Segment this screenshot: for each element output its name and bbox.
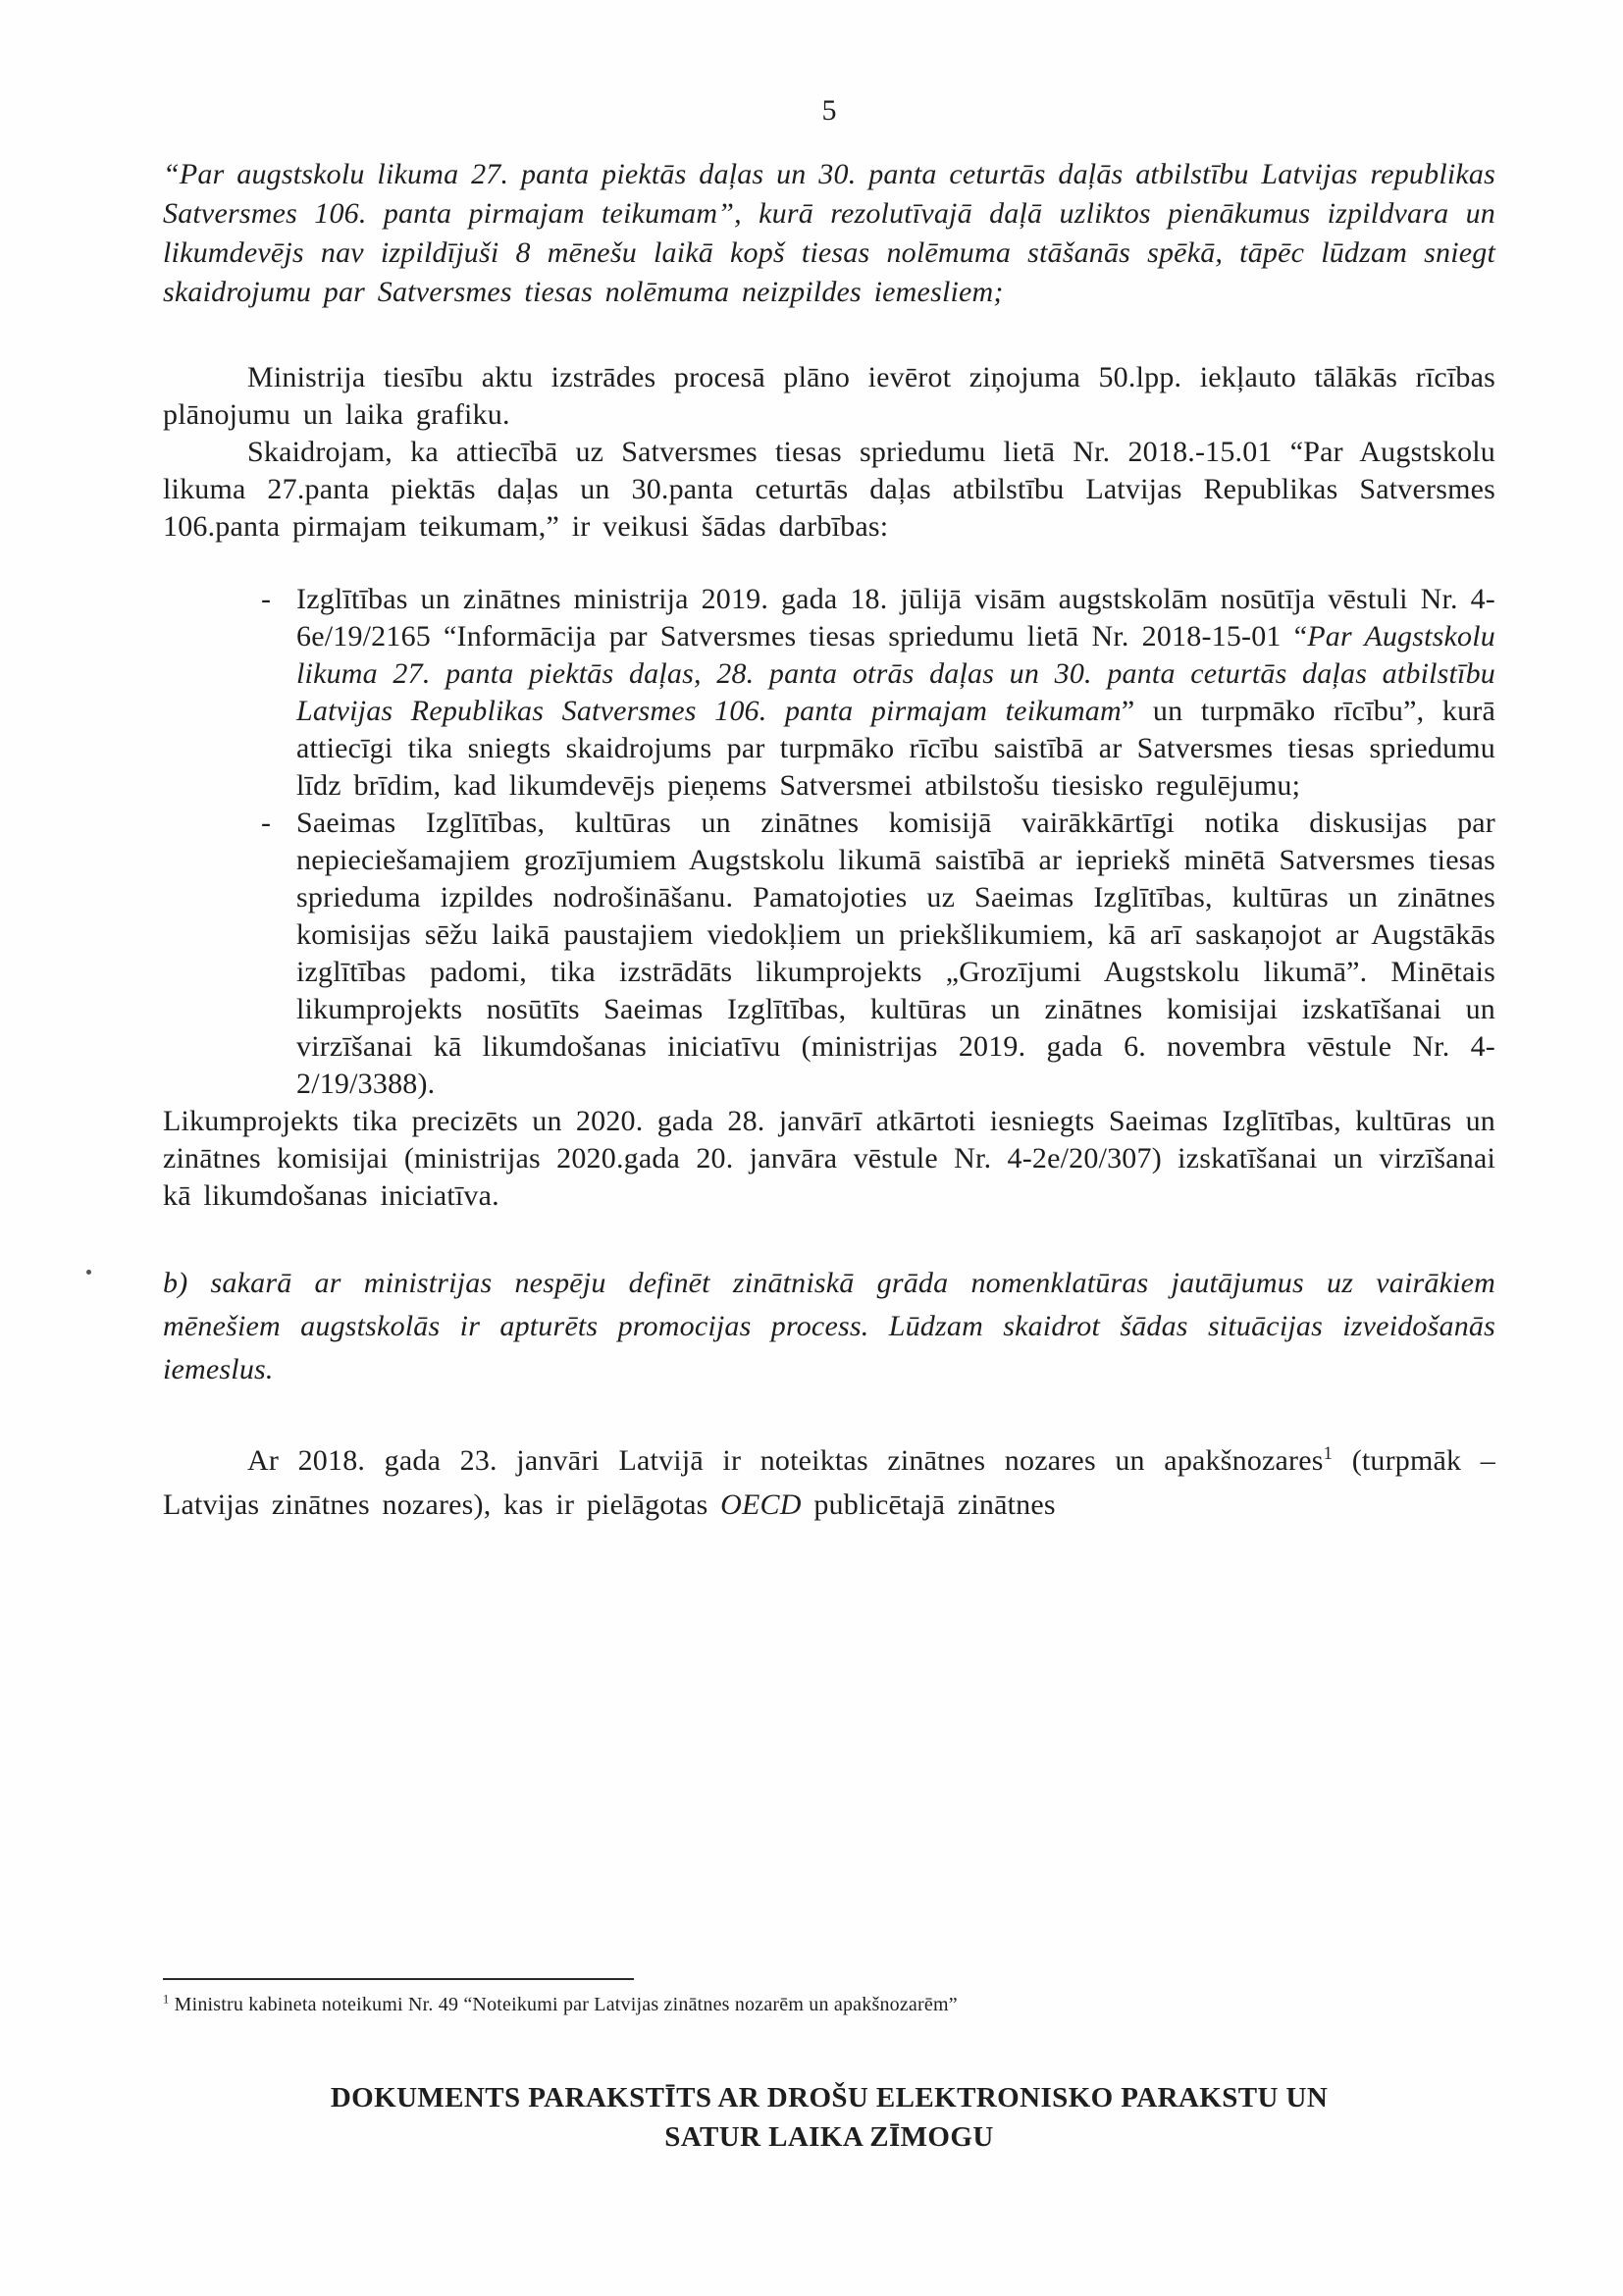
bullet1-run2-italic: Par Augstskolu likuma 27. panta piektās daļas, 28. panta otrās daļas un 30. panta ceturtās daļas atbilstību Latvijas Republikas Satversmes 106. panta pirmajam teikumam — [296, 620, 1495, 727]
oecd-italic: OECD — [720, 1488, 802, 1521]
bullet-list — [163, 581, 1495, 1103]
bullet-item-2 — [261, 805, 1495, 1103]
bullet-1-text — [296, 581, 1495, 805]
quote-paragraph: “Par augstskolu likuma 27. panta piektās daļas un 30. panta ceturtās daļās atbilstību Latvijas republikas Satversmes 106. panta pirmajam teikumam”, kurā rezolutīvajā daļā uzliktos pienākumus izpildvara un likumdevējs nav izpildījuši 8 mēnešu laikā kopš tiesas nolēmuma stāšanās spēkā, tāpēc lūdzam sniegt skaidrojumu par Satversmes tiesas nolēmuma neizpildes iemesliem; — [163, 158, 1495, 308]
footer-line-1: DOKUMENTS PARAKSTĪTS AR DROŠU ELEKTRONISKO PARAKSTU UN — [330, 2082, 1329, 2113]
footnote-text: Ministru kabineta noteikumi Nr. 49 “Noteikumi par Latvijas zinātnes nozarēm un apakšnozarēm” — [169, 1994, 958, 2015]
scan-artifact-dot — [86, 1270, 91, 1275]
footnote-marker: 1 — [163, 1992, 170, 2007]
footnote — [163, 1992, 1495, 2017]
bullet-item-1 — [261, 581, 1495, 805]
footnote-rule — [163, 1978, 634, 1980]
page-number: 5 — [821, 94, 837, 127]
footnote-area — [163, 1978, 1495, 2017]
paragraph-b-italic: b) sakarā ar ministrijas nespēju definēt zinātniskā grāda nomenklatūras jautājumus uz vairākiem mēnešiem augstskolās ir apturēts promocijas process. Lūdzam skaidrot šādas situācijas izveidošanās iemeslus. — [163, 1267, 1495, 1385]
paragraph-skaidrojam: Skaidrojam, ka attiecībā uz Satversmes tiesas spriedumu lietā Nr. 2018.-15.01 “Par Augstskolu likuma 27.panta piektās daļas un 30.panta ceturtās daļas atbilstību Latvijas Republikas Satversmes 106.panta pirmajam teikumam,” ir veikusi šādas darbības: — [163, 436, 1495, 543]
signature-footer — [163, 2078, 1495, 2157]
bullet-dash: - — [261, 583, 271, 615]
page-content — [163, 94, 1495, 1527]
ar2018-run1: Ar 2018. gada 23. janvāri Latvijā ir noteiktas zinātnes nozares un apakšnozares — [247, 1444, 1324, 1477]
footnote-ref: 1 — [1323, 1443, 1334, 1464]
paragraph-ar2018 — [163, 1438, 1495, 1527]
bullet-2-text: Saeimas Izglītības, kultūras un zinātnes komisijā vairākkārtīgi notika diskusijas par nepieciešamajiem grozījumiem Augstskolu likumā saistībā ar iepriekš minētā Satversmes tiesas sprieduma izpildes nodrošināšanu. Pamatojoties uz Saeimas Izglītības, kultūras un zinātnes komisijas sēžu laikā paustajiem viedokļiem un priekšlikumiem, kā arī saskaņojot ar Augstākās izglītības padomi, tika izstrādāts likumprojekts „Grozījumi Augstskolu likumā”. Minētais likumprojekts nosūtīts Saeimas Izglītības, kultūras un zinātnes komisijai izskatīšanai un virzīšanai kā likumdošanas iniciatīvu (ministrijas 2019. gada 6. novembra vēstule Nr. 4-2/19/3388). — [296, 807, 1495, 1100]
ar2018-run2: (turpmāk – Latvijas zinātnes nozares), kas ir pielāgotas — [163, 1444, 1496, 1521]
paragraph-ministrija: Ministrija tiesību aktu izstrādes procesā plāno ievērot ziņojuma 50.lpp. iekļauto tālākās rīcības plānojumu un laika grafiku. — [163, 361, 1495, 431]
bullet-dash: - — [261, 807, 271, 839]
footer-line-2: SATUR LAIKA ZĪMOGU — [664, 2121, 994, 2153]
paragraph-likumprojekts: Likumprojekts tika precizēts un 2020. gada 28. janvārī atkārtoti iesniegts Saeimas Izglītības, kultūras un zinātnes komisijai (ministrijas 2020.gada 20. janvāra vēstule Nr. 4-2e/20/307) izskatīšanai un virzīšanai kā likumdošanas iniciatīva. — [163, 1105, 1495, 1212]
ar2018-run4: publicētajā zinātnes — [801, 1488, 1056, 1521]
bullet1-run1: Izglītības un zinātnes ministrija 2019. gada 18. jūlijā visām augstskolām nosūtīja vēstuli Nr. 4-6e/19/2165 “Informācija par Satversmes tiesas spriedumu lietā Nr. 2018-15-01 “ — [296, 583, 1495, 652]
bullet1-run3: ” un turpmāko rīcību”, kurā attiecīgi tika sniegts skaidrojums par turpmāko rīcību saistībā ar Satversmes tiesas spriedumu līdz brīdim, kad likumdevējs pieņems Satversmei atbilstošu tiesisko regulējumu; — [296, 695, 1495, 802]
